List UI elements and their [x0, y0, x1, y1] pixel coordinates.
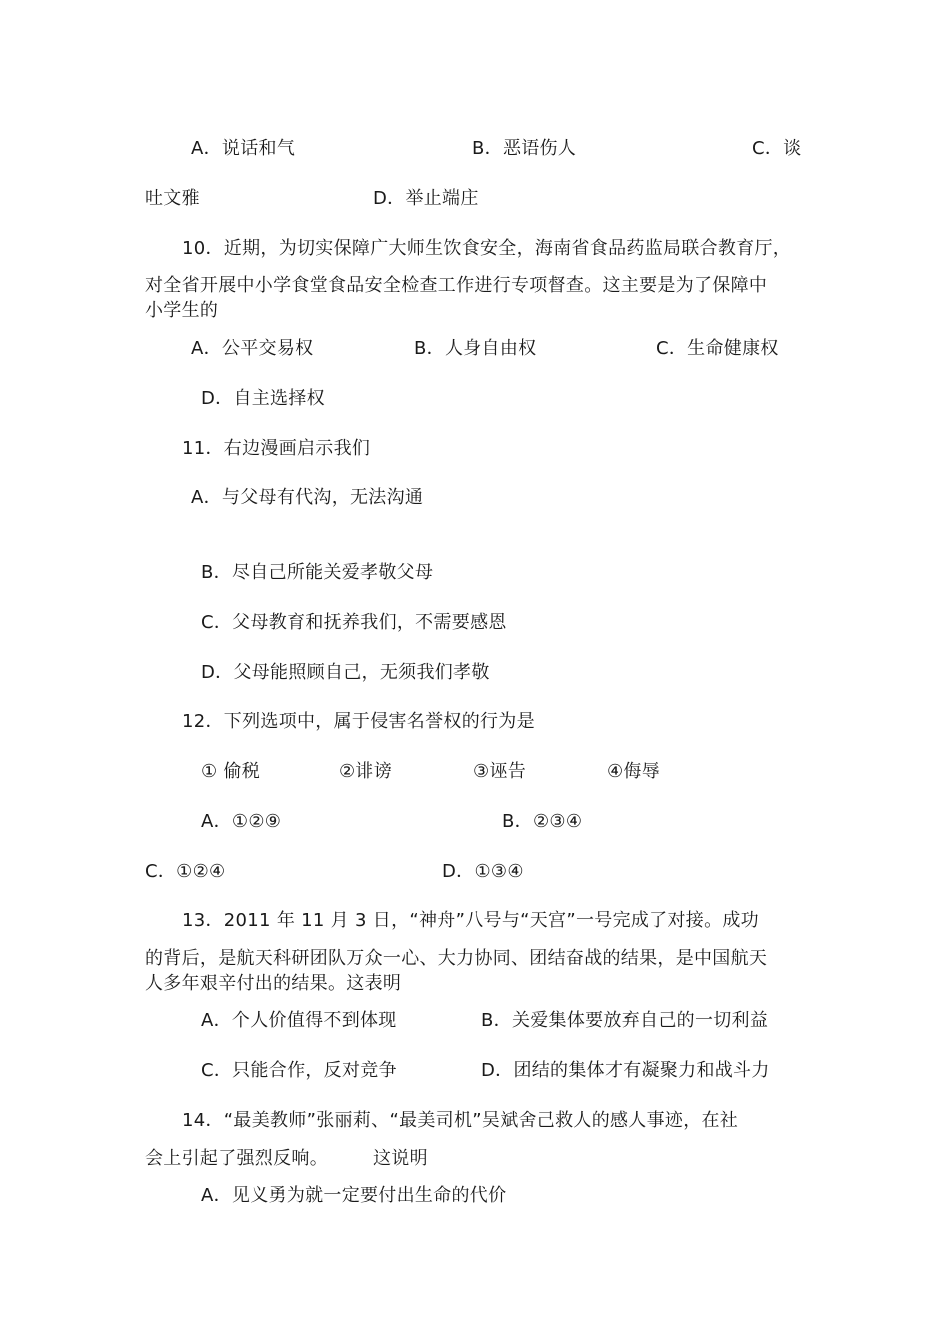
q10-stem-line2: 对全省开展中小学食堂食品安全检查工作进行专项督查。这主要是为了保障中 — [145, 275, 768, 296]
q14-stem-line1: 14．“最美教师”张丽莉、“最美司机”吴斌舍己救人的感人事迹，在社 — [182, 1110, 739, 1131]
q9-option-c-end: 吐文雅 — [145, 188, 200, 209]
q12-option-b: B．②③④ — [502, 811, 583, 832]
q12-stem: 12．下列选项中，属于侵害名誉权的行为是 — [182, 711, 535, 732]
q12-item-1: ① 偷税 — [201, 761, 261, 782]
q11-option-b: B．尽自己所能关爱孝敬父母 — [201, 562, 434, 583]
q13-option-c: C．只能合作，反对竞争 — [201, 1060, 397, 1081]
q13-stem-line1: 13．2011 年 11 月 3 日，“神舟”八号与“天宫”一号完成了对接。成功 — [182, 910, 759, 931]
q12-item-2: ②诽谤 — [339, 761, 393, 782]
q10-stem-line3: 小学生的 — [145, 300, 219, 321]
q10-option-c: C．生命健康权 — [656, 338, 779, 359]
q13-option-d: D．团结的集体才有凝聚力和战斗力 — [481, 1060, 770, 1081]
q12-item-3: ③诬告 — [473, 761, 527, 782]
q10-stem-line1: 10．近期，为切实保障广大师生饮食安全，海南省食品药监局联合教育厅， — [182, 238, 792, 259]
q12-option-c: C．①②④ — [145, 861, 226, 882]
q10-option-d: D．自主选择权 — [201, 388, 325, 409]
q9-option-b: B．恶语伤人 — [472, 138, 577, 159]
q12-item-4: ④侮辱 — [607, 761, 661, 782]
q11-option-d: D．父母能照顾自己，无须我们孝敬 — [201, 662, 490, 683]
q13-stem-line2: 的背后，是航天科研团队万众一心、大力协同、团结奋战的结果，是中国航天 — [145, 948, 768, 969]
q11-option-c: C．父母教育和抚养我们，不需要感恩 — [201, 612, 507, 633]
q14-option-a: A．见义勇为就一定要付出生命的代价 — [201, 1185, 507, 1206]
q10-option-a: A．公平交易权 — [191, 338, 314, 359]
q9-option-c-start: C．谈 — [752, 138, 802, 159]
q14-stem-line2: 会上引起了强烈反响。 — [145, 1148, 328, 1169]
q11-stem: 11．右边漫画启示我们 — [182, 438, 371, 459]
q13-option-b: B．关爱集体要放弃自己的一切利益 — [481, 1010, 769, 1031]
q12-option-d: D．①③④ — [442, 861, 524, 882]
q13-stem-line3: 人多年艰辛付出的结果。这表明 — [145, 973, 402, 994]
q12-option-a: A．①②⑨ — [201, 811, 282, 832]
q9-option-a: A．说话和气 — [191, 138, 296, 159]
q14-stem-line2-tail: 这说明 — [373, 1148, 428, 1169]
q10-option-b: B．人身自由权 — [414, 338, 537, 359]
q11-option-a: A．与父母有代沟，无法沟通 — [191, 487, 424, 508]
q9-option-d: D．举止端庄 — [373, 188, 479, 209]
q13-option-a: A．个人价值得不到体现 — [201, 1010, 397, 1031]
